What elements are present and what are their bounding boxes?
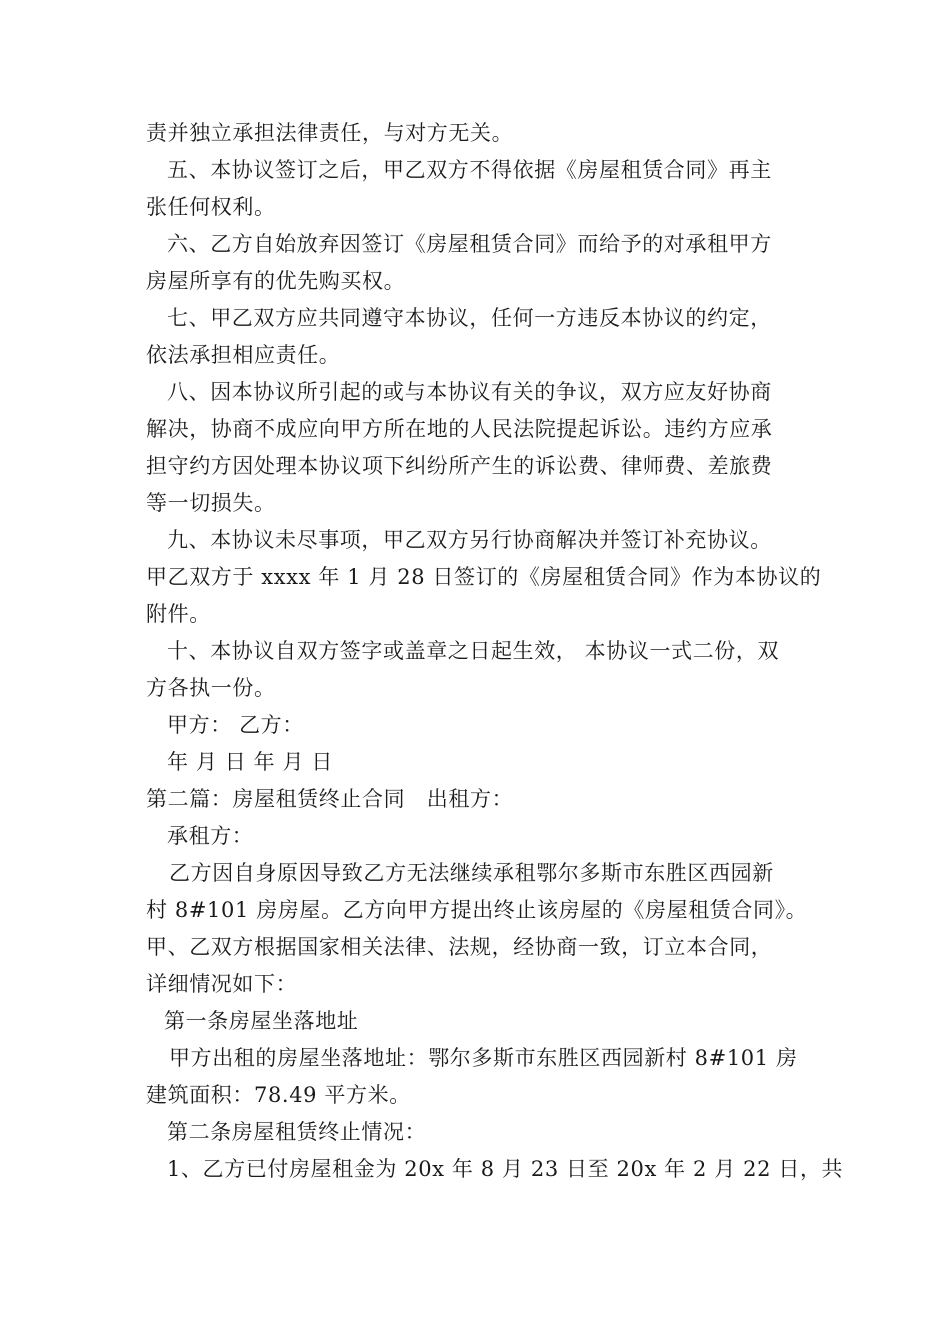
text-line: 附件。 <box>146 602 211 626</box>
text-line: 1、乙方已付房屋租金为 20x 年 8 月 23 日至 20x 年 2 月 22 日，共 <box>167 1157 844 1181</box>
text-line: 九、本协议未尽事项，甲乙双方另行协商解决并签订补充协议。 <box>167 528 772 552</box>
text-line: 甲方出租的房屋坐落地址：鄂尔多斯市东胜区西园新村 8#101 房 <box>169 1046 798 1070</box>
text-line: 第二条房屋租赁终止情况： <box>167 1120 427 1144</box>
text-line: 房屋所享有的优先购买权。 <box>146 269 406 293</box>
text-line: 甲方： 乙方： <box>167 713 304 737</box>
text-line: 解决，协商不成应向甲方所在地的人民法院提起诉讼。违约方应承 <box>146 417 773 441</box>
text-line: 七、甲乙双方应共同遵守本协议，任何一方违反本协议的约定， <box>167 306 772 330</box>
text-line: 六、乙方自始放弃因签订《房屋租赁合同》而给予的对承租甲方 <box>167 232 772 256</box>
text-line: 等一切损失。 <box>146 491 276 515</box>
text-line: 甲乙双方于 xxxx 年 1 月 28 日签订的《房屋租赁合同》作为本协议的 <box>146 565 822 589</box>
text-line: 责并独立承担法律责任，与对方无关。 <box>146 121 514 145</box>
text-line: 十、本协议自双方签字或盖章之日起生效， 本协议一式二份，双 <box>167 639 780 663</box>
text-line: 第一条房屋坐落地址 <box>164 1009 359 1033</box>
document-page <box>146 115 844 1188</box>
text-line: 方各执一份。 <box>146 676 276 700</box>
text-line: 五、本协议签订之后，甲乙双方不得依据《房屋租赁合同》再主 <box>167 158 772 182</box>
text-line: 承租方： <box>167 824 254 848</box>
text-line: 详细情况如下： <box>146 972 298 996</box>
text-line: 八、因本协议所引起的或与本协议有关的争议，双方应友好协商 <box>167 380 772 404</box>
text-line: 甲、乙双方根据国家相关法律、法规，经协商一致，订立本合同， <box>146 935 773 959</box>
text-line: 担守约方因处理本协议项下纠纷所产生的诉讼费、律师费、差旅费 <box>146 454 773 478</box>
text-line: 乙方因自身原因导致乙方无法继续承租鄂尔多斯市东胜区西园新 <box>169 861 774 885</box>
text-line: 村 8#101 房房屋。乙方向甲方提出终止该房屋的《房屋租赁合同》。 <box>146 898 808 922</box>
text-line: 建筑面积：78.49 平方米。 <box>146 1083 411 1107</box>
text-line: 依法承担相应责任。 <box>146 343 341 367</box>
text-line: 年 月 日 年 月 日 <box>167 750 333 774</box>
text-line: 第二篇：房屋租赁终止合同 出租方： <box>146 787 514 811</box>
text-line: 张任何权利。 <box>146 195 276 219</box>
